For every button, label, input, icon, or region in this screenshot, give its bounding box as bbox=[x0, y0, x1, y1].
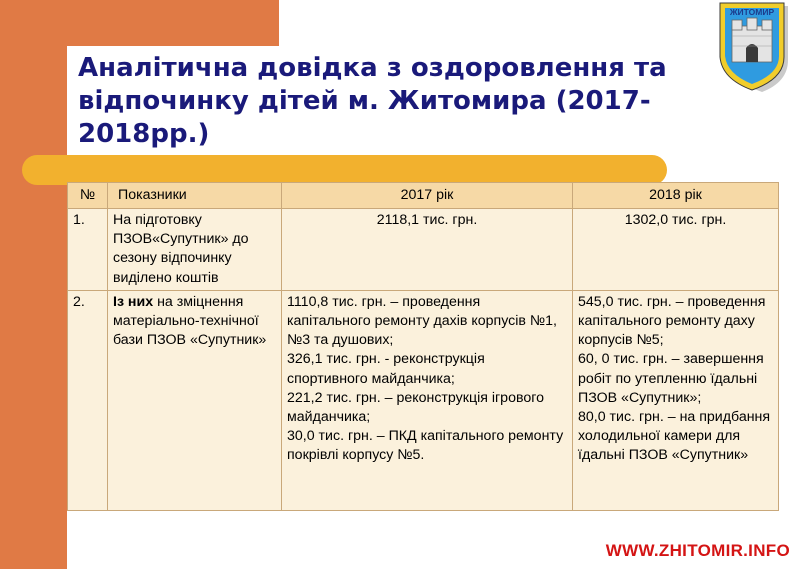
indicator-rest: на зміцнення матеріально-технічної бази ПЗОВ «Супутник» bbox=[113, 293, 267, 349]
row-2017-value bbox=[282, 290, 573, 510]
spending-item: 221,2 тис. грн. – реконструкція ігрового майданчика; bbox=[287, 389, 544, 426]
spending-item: 545,0 тис. грн. – проведення капітального ремонту даху корпусів №5; bbox=[578, 293, 766, 349]
header-number: № bbox=[68, 183, 108, 209]
row-2017-value: 2118,1 тис. грн. bbox=[282, 209, 573, 291]
page-title: Аналітична довідка з оздоровлення та відпочинку дітей м. Житомира (2017-2018рр.) bbox=[78, 53, 667, 149]
row-number: 1. bbox=[68, 209, 108, 291]
svg-text:ЖИТОМИР: ЖИТОМИР bbox=[729, 7, 775, 17]
header-2018: 2018 рік bbox=[573, 183, 779, 209]
table-header-row bbox=[68, 183, 779, 209]
spending-item: 80,0 тис. грн. – на придбання холодильної камери для їдальні ПЗОВ «Супутник» bbox=[578, 409, 771, 464]
row-indicator: На підготовку ПЗОВ«Супутник» до сезону відпочинку виділено коштів bbox=[108, 209, 282, 291]
spending-item: 326,1 тис. грн. - реконструкція спортивного майданчика; bbox=[287, 351, 485, 387]
indicator-bold-prefix: Із них bbox=[113, 293, 154, 310]
left-decor-band bbox=[0, 0, 67, 569]
row-2018-value bbox=[573, 290, 779, 510]
row-number: 2. bbox=[68, 290, 108, 510]
spending-item: 60, 0 тис. грн. – завершення робіт по утепленню їдальні ПЗОВ «Супутник»; bbox=[578, 351, 764, 406]
site-watermark: WWW.ZHITOMIR.INFO bbox=[605, 541, 790, 560]
row-2018-value: 1302,0 тис. грн. bbox=[573, 209, 779, 291]
header-indicators: Показники bbox=[108, 183, 282, 209]
data-table bbox=[67, 182, 779, 511]
header-2017: 2017 рік bbox=[282, 183, 573, 209]
table-row bbox=[68, 290, 779, 510]
row-indicator bbox=[108, 290, 282, 510]
spending-item: 1110,8 тис. грн. – проведення капітального ремонту дахів корпусів №1, №3 та душових; bbox=[287, 293, 557, 349]
table-row bbox=[68, 209, 779, 291]
top-decor-band bbox=[67, 0, 279, 46]
accent-bar bbox=[22, 155, 667, 185]
spending-item: 30,0 тис. грн. – ПКД капітального ремонту покрівлі корпусу №5. bbox=[287, 428, 564, 464]
coat-of-arms-icon bbox=[718, 2, 790, 94]
